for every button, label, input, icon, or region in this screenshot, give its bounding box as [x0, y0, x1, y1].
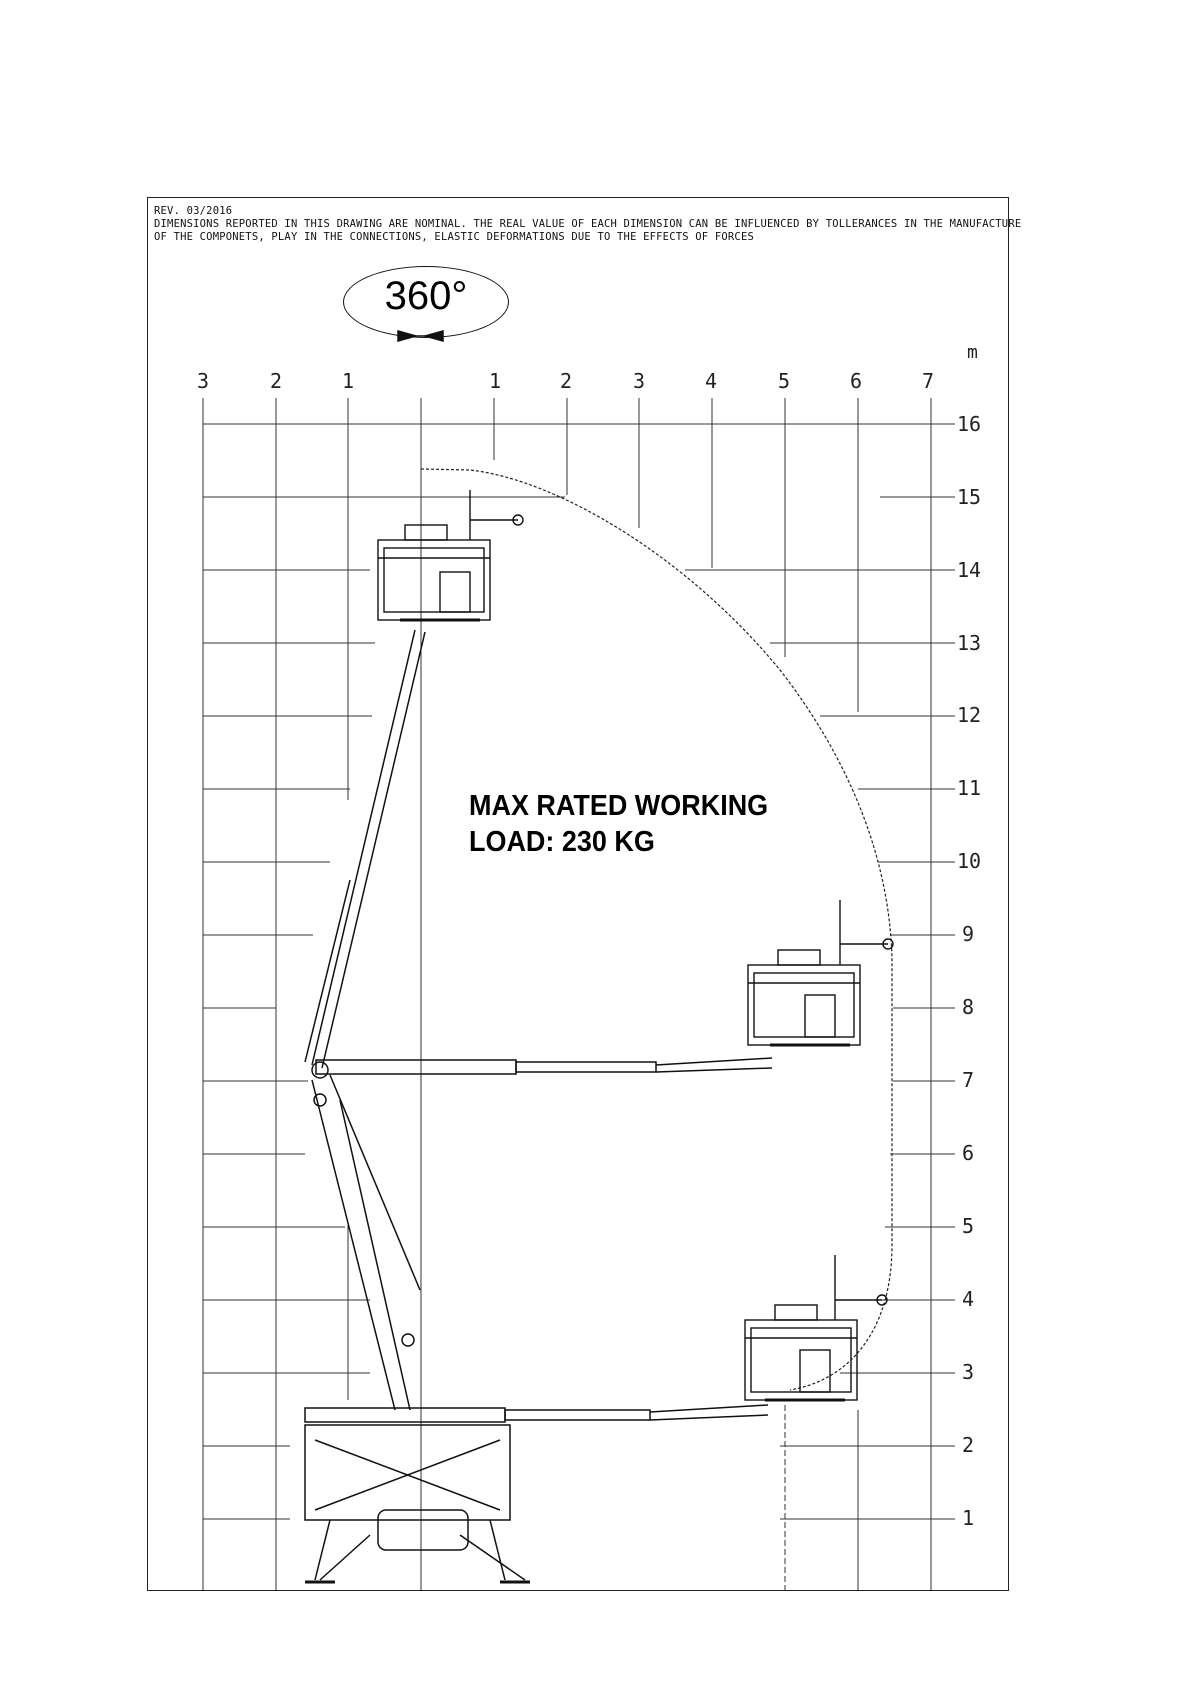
max-load-line-2: LOAD: 230 KG	[469, 826, 655, 858]
y-label-12: 12	[957, 703, 982, 727]
boom-arms	[305, 630, 772, 1422]
x-label-left-3: 3	[197, 369, 210, 393]
revision-note: REV. 03/2016	[154, 205, 233, 217]
x-label-right-7: 7	[922, 369, 935, 393]
y-label-14: 14	[957, 558, 982, 582]
x-label-left-2: 2	[270, 369, 283, 393]
y-label-5: 5	[962, 1214, 975, 1238]
y-label-4: 4	[962, 1287, 975, 1311]
y-label-11: 11	[957, 776, 982, 800]
y-label-10: 10	[957, 849, 982, 873]
chassis	[305, 1425, 530, 1582]
basket-middle	[748, 900, 893, 1045]
x-label-right-5: 5	[778, 369, 791, 393]
y-label-15: 15	[957, 485, 982, 509]
working-envelope-curve	[421, 469, 892, 1390]
y-label-3: 3	[962, 1360, 975, 1384]
max-load-line-1: MAX RATED WORKING	[469, 790, 769, 822]
x-label-right-2: 2	[560, 369, 573, 393]
basket-bottom	[745, 1255, 887, 1400]
y-label-2: 2	[962, 1433, 975, 1457]
horizontal-grid-lines	[203, 424, 955, 1519]
y-label-13: 13	[957, 631, 982, 655]
y-label-8: 8	[962, 995, 975, 1019]
y-label-16: 16	[957, 412, 982, 436]
x-label-right-4: 4	[705, 369, 718, 393]
x-label-left-1: 1	[342, 369, 355, 393]
y-label-7: 7	[962, 1068, 975, 1092]
y-label-9: 9	[962, 922, 975, 946]
x-label-right-3: 3	[633, 369, 646, 393]
rotation-label: 360°	[384, 274, 468, 318]
basket-top	[378, 490, 523, 620]
disclaimer-line-1: DIMENSIONS REPORTED IN THIS DRAWING ARE NOMINAL. THE REAL VALUE OF EACH DIMENSION CAN BE INFLUENCED BY TOLLERANCES IN THE MANUFACTURE	[154, 218, 1022, 230]
x-label-right-1: 1	[489, 369, 502, 393]
y-label-1: 1	[962, 1506, 975, 1530]
y-label-6: 6	[962, 1141, 975, 1165]
disclaimer-line-2: OF THE COMPONETS, PLAY IN THE CONNECTIONS, ELASTIC DEFORMATIONS DUE TO THE EFFECTS OF FORCES	[154, 231, 754, 243]
max-load-label	[469, 788, 768, 860]
rotation-arrows	[398, 331, 443, 341]
unit-label: m	[967, 342, 978, 363]
vertical-grid-lines	[203, 398, 931, 1590]
x-label-right-6: 6	[850, 369, 863, 393]
